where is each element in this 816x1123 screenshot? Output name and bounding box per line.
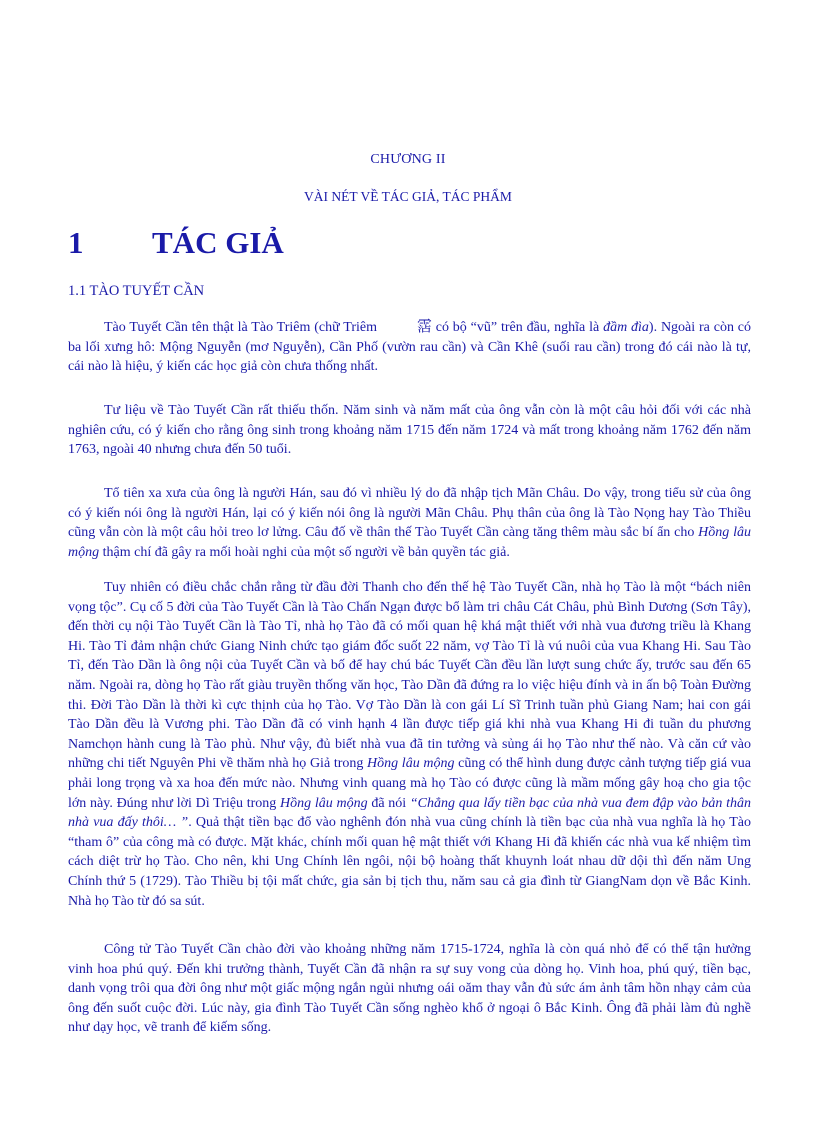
section-heading bbox=[68, 225, 284, 261]
book-title: Hồng lâu mộng bbox=[279, 795, 368, 811]
section-number: 1 bbox=[68, 225, 84, 260]
paragraph-5: Công tử Tào Tuyết Cần chào đời vào khoảng những năm 1715-1724, nghĩa là còn quá nhỏ để có thể tận hưởng vinh hoa phú quý. Đến khi trưởng thành, Tuyết Cần đã nhận ra sự suy vong của dòng họ. Vinh hoa, phú quý, tiền bạc, danh vọng trôi qua đời ông như một giấc mộng ngắn ngủi nhưng oái oăm thay vẫn đủ sức ám ảnh tâm hồn nhạy cảm của ông đến suốt cuộc đời. Lúc này, gia đình Tào Tuyết Cần sống nghèo khổ ở ngoại ô Bắc Kinh. Ông đã phải làm đủ nghề như dạy học, vẽ tranh để kiếm sống. bbox=[68, 942, 751, 1035]
book-title: Hồng lâu mộng bbox=[367, 756, 455, 772]
chinese-character: 霑 bbox=[416, 319, 432, 335]
text-run: Tổ tiên xa xưa của ông là người Hán, sau đó vì nhiều lý do đã nhập tịch Mãn Châu. Do vậy, trong tiểu sử của ông có ý kiến nói ông là người Hán, lại có ý kiến nói ông là người Mãn Châu. Phụ thân của ông là Tào Nọng hay Tào Thiều cũng vẫn còn là một câu hỏi treo lơ lửng. Câu đố về thân thế Tào Tuyết Cần càng tăng thêm màu sắc bí ẩn cho bbox=[68, 486, 751, 540]
text-run: cũng có thể hình dung được cảnh tượng tiếp giá vua phải long trọng và xa hoa đến mức nào. Nhưng vinh quang mà họ Tào có được cũng là mầm mống gây hoạ cho gia tộc lớn này. Đúng như lời Dì Triệu trong bbox=[68, 756, 751, 811]
italic-term: đầm đìa bbox=[603, 320, 649, 335]
paragraph-4 bbox=[68, 578, 751, 911]
quotation: “Chẳng qua lấy tiền bạc của nhà vua đem đập vào bản thân nhà vua đấy thôi… ” bbox=[68, 795, 751, 831]
text-run: ). Ngoài ra còn có ba lối xưng hô: Mộng Nguyễn (mơ Nguyễn), Cần Phố (vườn rau cần) và Cần Khê (suối rau cần) trong đó cái nào là tự, cái nào là hiệu, ý kiến các học giả còn chưa thống nhất. bbox=[68, 320, 752, 374]
chapter-heading: CHƯƠNG II bbox=[370, 152, 446, 167]
subsection-heading: 1.1 TÀO TUYẾT CẦN bbox=[68, 283, 205, 299]
text-run: Tuy nhiên có điều chắc chắn rằng từ đầu đời Thanh cho đến thế hệ Tào Tuyết Cần, nhà họ Tào là một “bách niên vọng tộc”. Cụ cố 5 đời của Tào Tuyết Cần là Tào Chấn Ngạn được bổ làm tri châu Cát Châu, phủ Bình Dương (Sơn Tây), đến thời cụ nội Tào Tuyết Cần là Tào Tỉ, nhà họ Tào đã có mối quan hệ khá mật thiết với nhà vua đương triều là Khang Hi. Tào Tỉ đảm nhận chức Giang Ninh chức tạo giám đốc suốt 22 năm, vợ Tào Tỉ là vú nuôi của vua Khang Hi. Sau Tào Tỉ, đến Tào Dần là ông nội của Tuyết Cần và bố để hay chú bác Tuyết Cần đều lần lượt sung chức ấy, trước sau đến 65 năm. Ngoài ra, dòng họ Tào rất giàu truyền thống văn học, Tào Dần đã đứng ra lo việc hiệu đính và in ấn bộ Toàn Đường thi. Đời Tào Dần là thời kì cực thịnh của họ Tào. Vợ Tào Dần là con gái Lí Sĩ Trinh tuần phủ Giang Nam; hai con gái Tào Dần đều là Vương phi. Tào Dần đã có vinh hạnh 4 lần được tiếp giá khi nhà vua Khang Hi đi tuần du phương Namchọn hành cung là Tào phủ. Như vậy, đủ biết nhà vua đã tin tưởng và sủng ái họ Tào như thế nào. Và căn cứ vào những chi tiết Nguyên Phi về thăm nhà họ Giả trong bbox=[68, 580, 751, 772]
text-run: . Quả thật tiền bạc đổ vào nghênh đón nhà vua cũng chính là tiền bạc của nhà vua nghĩa là họ Tào “tham ô” của công mà có được. Mặt khác, chính mối quan hệ mật thiết với Khang Hi đã khiến các nhà vua kế nhiệm tìm cách diệt trừ họ Tào. Cho nên, khi Ung Chính lên ngôi, nội bộ hoàng thất khuynh loát nhau dữ dội thì đến năm Ung Chính thứ 5 (1729). Tào Thiều bị tội mất chức, gia sản bị tịch thu, năm sau cả gia đình từ GiangNam dọn về Bắc Kinh. Nhà họ Tào từ đó sa sút. bbox=[68, 815, 751, 909]
text-run: đã nói bbox=[367, 795, 410, 811]
text-run: thậm chí đã gây ra mối hoài nghi của một số người về bản quyền tác giả. bbox=[99, 544, 510, 560]
text-run: Tào Tuyết Cần tên thật là Tào Triêm (chữ Triêm bbox=[104, 320, 381, 335]
section-title: TÁC GIẢ bbox=[152, 225, 284, 260]
paragraph-3 bbox=[68, 484, 751, 562]
paragraph-1 bbox=[68, 318, 751, 377]
book-title: Hồng lâu mộng bbox=[68, 525, 751, 560]
chapter-subtitle: VÀI NÉT VỀ TÁC GIẢ, TÁC PHẨM bbox=[304, 189, 512, 204]
text-run: có bộ “vũ” trên đầu, nghĩa là bbox=[431, 320, 604, 335]
paragraph-2: Tư liệu về Tào Tuyết Cần rất thiếu thốn. Năm sinh và năm mất của ông vẫn còn là một câu hỏi đối với các nhà nghiên cứu, có ý kiến cho rằng ông sinh trong khoảng năm 1715 đến năm 1724 và mất trong khoảng năm 1762 đến năm 1763, ngoài 40 nhưng chưa đến 50 tuổi. bbox=[68, 403, 751, 457]
